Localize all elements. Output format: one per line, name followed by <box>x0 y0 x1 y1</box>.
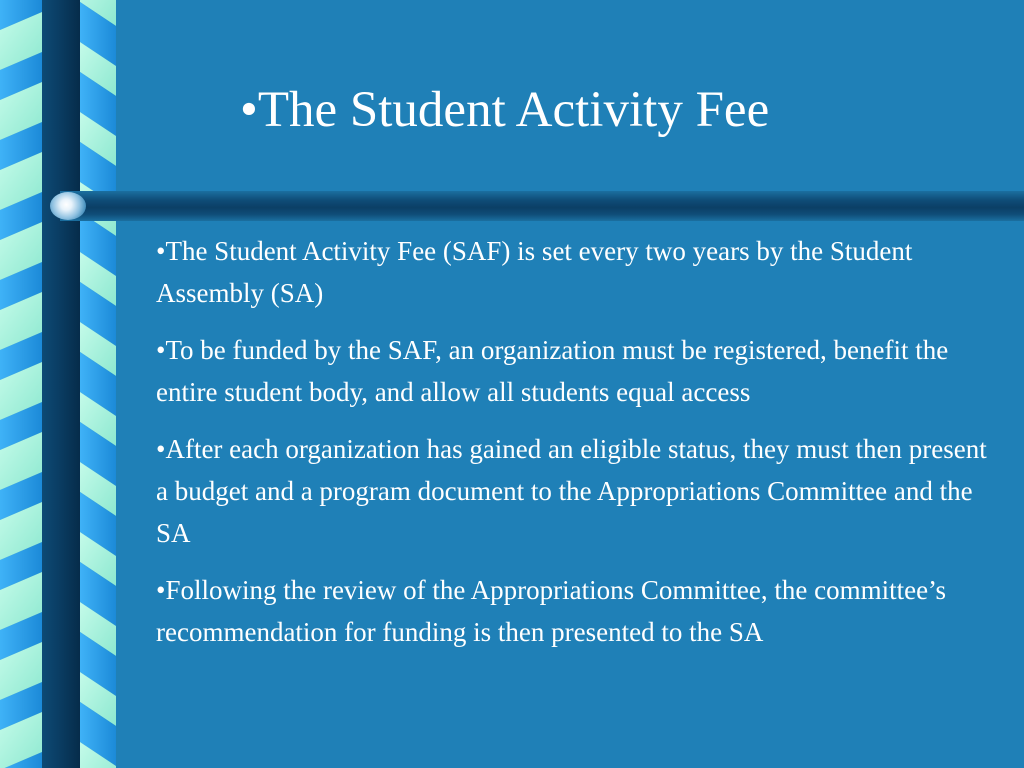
bullet-item: •Following the review of the Appropriations Committee, the committee’s recommendation for funding is then presented to the SA <box>156 575 947 647</box>
bullet-item: •After each organization has gained an eligible status, they must then present a budget and a program document to the Appropriations Committee and the SA <box>156 434 987 548</box>
title-divider-bar <box>60 191 1024 221</box>
bullet-list <box>156 230 996 668</box>
divider-knob <box>50 192 86 220</box>
twisted-ribbon-decoration <box>0 0 116 768</box>
bullet-item: •The Student Activity Fee (SAF) is set every two years by the Student Assembly (SA) <box>156 236 913 308</box>
bullet-item: •To be funded by the SAF, an organization must be registered, benefit the entire student body, and allow all students equal access <box>156 335 949 407</box>
slide-title: •The Student Activity Fee <box>240 82 770 138</box>
